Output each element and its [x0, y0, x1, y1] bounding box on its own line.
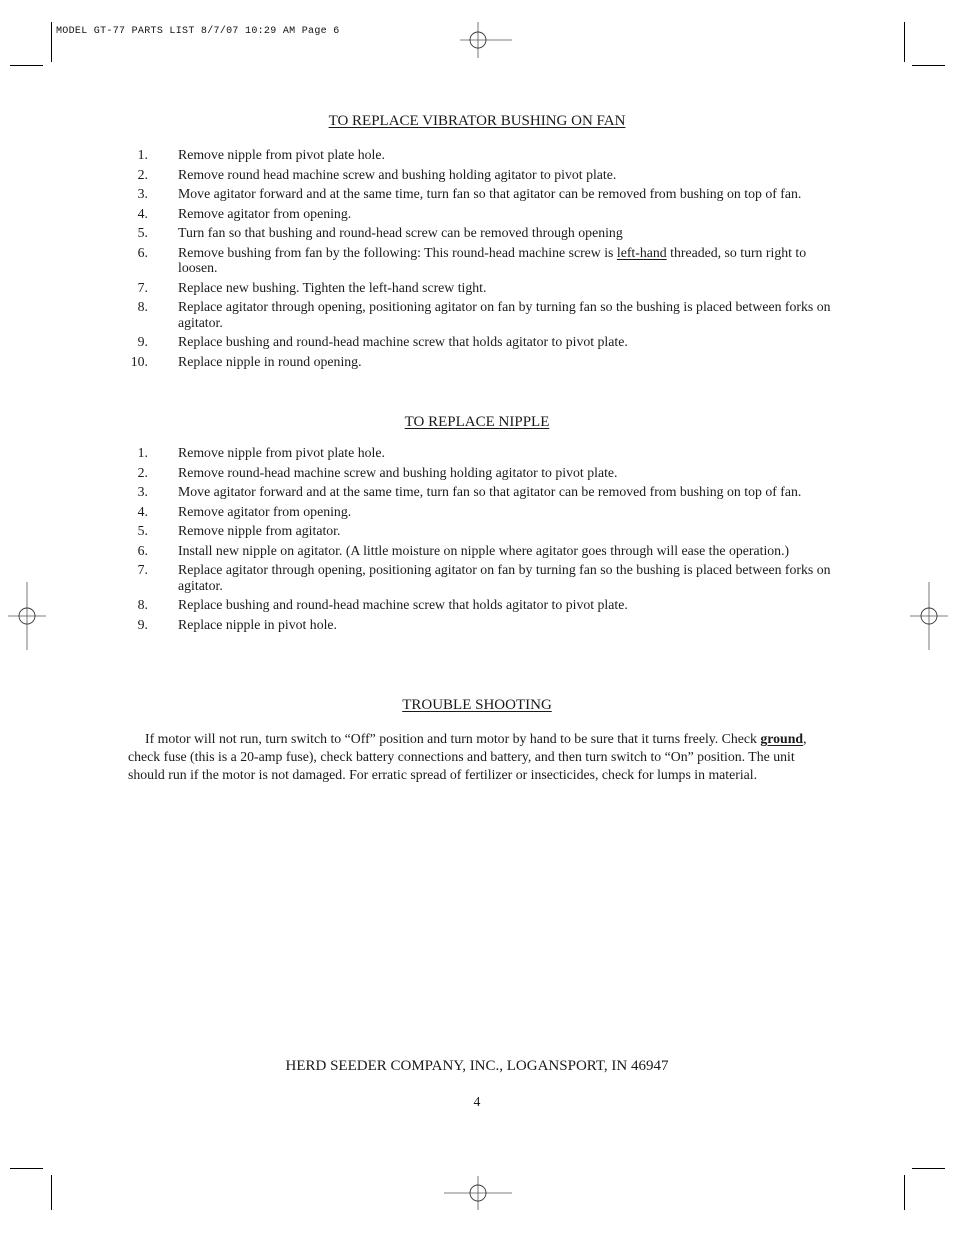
crop-mark-top-left-v	[51, 22, 52, 62]
list-item	[128, 543, 833, 559]
step-number: 1 .	[128, 147, 148, 163]
step-text-after: threaded, so turn right to loosen.	[178, 244, 807, 275]
crop-mark-bottom-left-v	[51, 1175, 52, 1210]
step-text: Remove nipple from pivot plate hole.	[178, 445, 385, 460]
crop-mark-bottom-right-v	[904, 1175, 905, 1210]
list-item	[128, 504, 833, 520]
step-text: Replace nipple in round opening.	[178, 353, 362, 369]
print-slug: MODEL GT-77 PARTS LIST 8/7/07 10:29 AM Page 6	[56, 26, 340, 37]
step-text: Remove round head machine screw and bushing holding agitator to pivot plate.	[178, 166, 617, 182]
step-number: 10 .	[128, 354, 148, 370]
step-number: 5 .	[128, 225, 148, 241]
step-text: Remove agitator from opening.	[178, 503, 352, 519]
step-number: 6 .	[128, 245, 148, 261]
list-item	[128, 562, 833, 593]
step-number: 3 .	[128, 484, 148, 500]
step-text: Move agitator forward and at the same time, turn fan so that agitator can be removed from bushing on top of fan.	[178, 484, 802, 499]
step-text: Remove round-head machine screw and bushing holding agitator to pivot plate.	[178, 464, 618, 480]
list-item	[128, 334, 833, 350]
list-item	[128, 206, 833, 222]
troubleshooting-bold-word: ground	[760, 731, 804, 746]
step-number: 3 .	[128, 186, 148, 202]
steps-replace-nipple	[128, 445, 833, 636]
step-number: 4 .	[128, 206, 148, 222]
section-title-vibrator-bushing: TO REPLACE VIBRATOR BUSHING ON FAN	[328, 113, 626, 129]
step-text: Turn fan so that bushing and round-head screw can be removed through opening	[178, 225, 623, 240]
step-number: 7 .	[128, 562, 148, 578]
list-item	[128, 147, 833, 163]
step-number: 9 .	[128, 617, 148, 633]
list-item	[128, 523, 833, 539]
registration-mark-bottom-icon	[444, 1176, 512, 1210]
registration-mark-top-icon	[460, 22, 512, 58]
crop-mark-bottom-right-h	[912, 1168, 945, 1169]
steps-vibrator-bushing	[128, 147, 833, 373]
step-number: 8 .	[128, 597, 148, 613]
step-text: Replace new bushing. Tighten the left-hand screw tight.	[178, 279, 487, 295]
step-text: Install new nipple on agitator. (A little moisture on nipple where agitator goes through will ease the operation.)	[178, 542, 790, 558]
section-title-replace-nipple: TO REPLACE NIPPLE	[404, 414, 550, 430]
step-text: Replace nipple in pivot hole.	[178, 616, 338, 632]
list-item	[128, 167, 833, 183]
step-number: 9 .	[128, 334, 148, 350]
step-text: Replace agitator through opening, positioning agitator on fan by turning fan so the bushing is placed between forks on agitator.	[178, 299, 831, 330]
step-text: Remove agitator from opening.	[178, 205, 352, 221]
step-text: Remove nipple from pivot plate hole.	[178, 147, 385, 162]
troubleshooting-text-before: If motor will not run, turn switch to “Off” position and turn motor by hand to be sure that it turns freely. Check	[145, 731, 761, 746]
crop-mark-top-left-h	[10, 65, 43, 66]
registration-mark-left-icon	[8, 582, 46, 650]
list-item	[128, 186, 833, 202]
troubleshooting-paragraph	[128, 730, 833, 784]
step-number: 8 .	[128, 299, 148, 315]
section-title-troubleshooting: TROUBLE SHOOTING	[402, 697, 552, 713]
crop-mark-bottom-left-h	[10, 1168, 43, 1169]
step-text: Move agitator forward and at the same time, turn fan so that agitator can be removed from bushing on top of fan.	[178, 186, 802, 201]
step-text-underlined: left-hand	[616, 244, 667, 260]
crop-mark-top-right-v	[904, 22, 905, 62]
step-number: 6 .	[128, 543, 148, 559]
list-item	[128, 280, 833, 296]
list-item	[128, 354, 833, 370]
page-number: 4	[473, 1094, 481, 1109]
list-item	[128, 245, 833, 276]
list-item	[128, 617, 833, 633]
step-number: 1 .	[128, 445, 148, 461]
troubleshooting-text-after: , check fuse (this is a 20-amp fuse), check battery connections and battery, and then turn switch to “On” position. The unit should run if the motor is not damaged. For erratic spread of fertilizer or insecticides, check for lumps in material.	[128, 731, 807, 782]
step-text: Replace bushing and round-head machine screw that holds agitator to pivot plate.	[178, 334, 628, 349]
list-item	[128, 465, 833, 481]
step-text: Replace bushing and round-head machine screw that holds agitator to pivot plate.	[178, 597, 628, 612]
step-number: 5 .	[128, 523, 148, 539]
step-number: 7 .	[128, 280, 148, 296]
registration-mark-right-icon	[910, 582, 948, 650]
list-item	[128, 445, 833, 461]
step-text: Replace agitator through opening, positioning agitator on fan by turning fan so the bushing is placed between forks on agitator.	[178, 562, 831, 593]
step-number: 4 .	[128, 504, 148, 520]
list-item	[128, 299, 833, 330]
step-text-before: Remove bushing from fan by the following: This round-head machine screw is	[178, 244, 617, 260]
list-item	[128, 484, 833, 500]
list-item	[128, 597, 833, 613]
step-number: 2 .	[128, 465, 148, 481]
step-text: Remove nipple from agitator.	[178, 523, 341, 538]
step-number: 2 .	[128, 167, 148, 183]
crop-mark-top-right-h	[912, 65, 945, 66]
company-footer: HERD SEEDER COMPANY, INC., LOGANSPORT, IN 46947	[285, 1058, 669, 1074]
list-item	[128, 225, 833, 241]
